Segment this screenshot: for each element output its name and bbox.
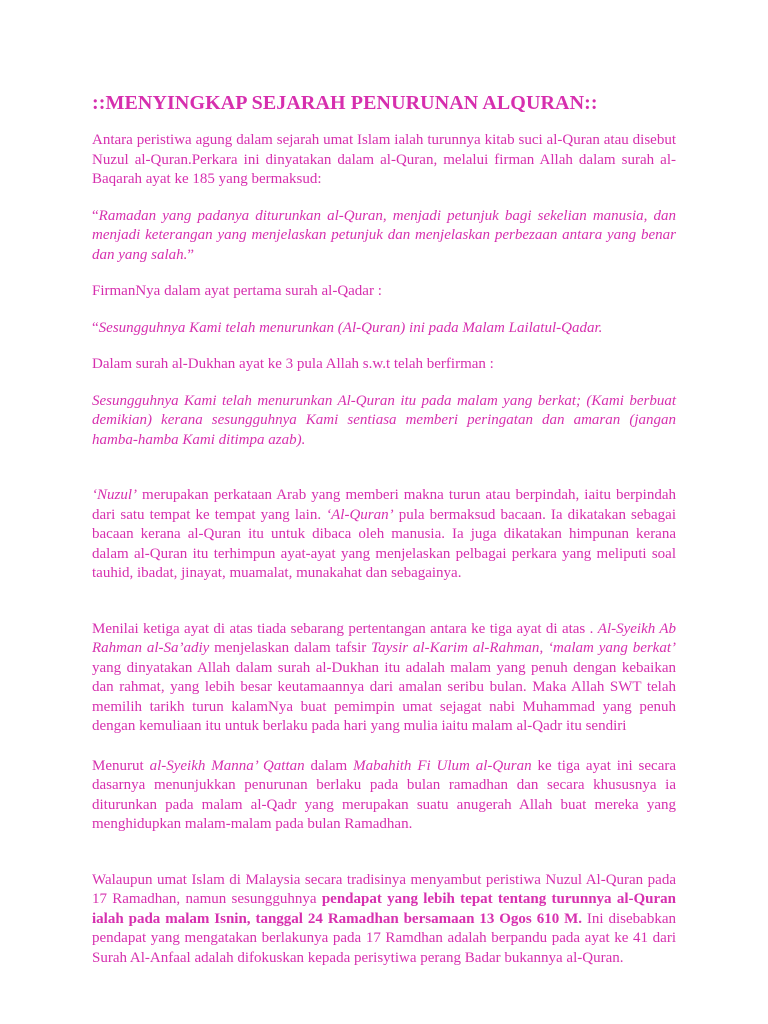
paragraph-tafsir — [92, 620, 676, 737]
term-nuzul: ‘Nuzul’ — [92, 487, 137, 503]
text-run: dalam — [304, 757, 354, 774]
text-run: Walaupun umat Islam di Malaysia secara tradisinya menyambut peristiwa Nuzul Al-Quran pada 17 Ramadhan, namun sesungguhnya — [92, 871, 676, 907]
text-run: pula bermaksud bacaan. Ia dikatakan sebagai bacaan kerana al-Quran itu untuk dibaca oleh manusia. Ia juga dikatakan himpunan kerana dalam al-Quran itu terhimpun ayat-ayat yang menjelaskan pelbagai perkara yang meliputi soal tauhid, ibadat, jinayat, muamalat, munakahat dan sebagainya. — [92, 506, 676, 581]
text-run: Menurut — [92, 757, 150, 774]
book-title: Taysir al-Karim al-Rahman — [371, 640, 540, 656]
text-run: Ini disebabkan pendapat yang mengatakan berlakunya pada 17 Ramdhan adalah berpandu pada ayat ke 41 dari Surah Al-Anfaal adalah difokuskan kepada perisytiwa perang Badar bukannya al-Quran. — [92, 910, 676, 966]
text-run: , — [539, 640, 549, 656]
paragraph-al-dukhan-intro: Dalam surah al-Dukhan ayat ke 3 pula Allah s.w.t telah berfirman : — [92, 356, 494, 372]
paragraph-manna-qattan — [92, 757, 676, 835]
document-title: ::MENYINGKAP SEJARAH PENURUNAN ALQURAN:: — [92, 92, 598, 114]
text-run: merupakan perkataan Arab yang memberi makna turun atau berpindah, iaitu berpindah dari satu tempat ke tempat yang lain. — [92, 487, 676, 523]
paragraph-nuzul-meaning — [92, 486, 676, 584]
bold-statement: pendapat yang lebih tepat tentang turunnya al-Quran ialah pada malam Isnin, tanggal 24 Ramadhan bersamaan 13 Ogos 610 M. — [92, 891, 677, 927]
scholar-name: Al-Syeikh Ab Rahman al-Sa’adiy — [92, 620, 677, 656]
text-run: menjelaskan dalam tafsir — [209, 640, 372, 656]
quote-text: Sesungguhnya Kami telah menurunkan Al-Quran itu pada malam yang berkat; (Kami berbuat demikian) kerana sesungguhnya Kami sentiasa memberi peringatan dan amaran (jangan hamba-hamba Kami ditimpa azab). — [92, 392, 676, 448]
book-title: Mabahith Fi Ulum al-Quran — [353, 757, 532, 774]
paragraph-malaysia — [92, 871, 676, 969]
paragraph-intro: Antara peristiwa agung dalam sejarah umat Islam ialah turunnya kitab suci al-Quran atau disebut Nuzul al-Quran.Perkara ini dinyatakan dalam al-Quran, melalui firman Allah dalam surah al-Baqarah ayat ke 185 yang bermaksud: — [92, 132, 676, 187]
paragraph-al-qadar-intro: FirmanNya dalam ayat pertama surah al-Qadar : — [92, 283, 382, 299]
quote-open-mark: “ — [92, 319, 99, 336]
phrase-malam-yang-berkat: ‘malam yang berkat’ — [548, 640, 677, 656]
quote-al-baqarah — [92, 207, 676, 266]
scholar-name: al-Syeikh Manna’ Qattan — [149, 757, 305, 774]
quote-close-mark: ” — [187, 246, 195, 263]
text-run: ke tiga ayat ini secara dasarnya menunjukkan penurunan berlaku pada bulan ramadhan dan secara khususnya ia diturunkan pada malam al-Qadr yang merupakan suatu anugerah Allah buat mereka yang menghidupkan malam-malam pada bulan Ramadhan. — [92, 757, 677, 832]
quote-text: Ramadan yang padanya diturunkan al-Quran, menjadi petunjuk bagi sekelian manusia, dan menjadi keterangan yang menjelaskan petunjuk dan menjelaskan perbezaan antara yang benar dan yang salah. — [92, 207, 676, 263]
quote-al-qadar — [92, 319, 676, 339]
term-al-quran: ‘Al-Quran’ — [326, 506, 394, 523]
text-run: Menilai ketiga ayat di atas tiada sebarang pertentangan antara ke tiga ayat di atas . — [92, 620, 598, 637]
quote-open-mark: “ — [92, 207, 99, 224]
quote-al-dukhan — [92, 392, 676, 451]
text-run: yang dinyatakan Allah dalam surah al-Dukhan itu adalah malam yang penuh dengan kebaikan dan rahmat, yang lebih besar keutamaannya dari amalan seribu bulan. Maka Allah SWT telah memilih tarikh turun kalamNya buat pemimpin umat sejagat nabi Muhammad yang penuh dengan kemuliaan itu untuk berlaku pada hari yang mulia iaitu malam al-Qadr itu sendiri — [92, 659, 676, 734]
quote-text: Sesungguhnya Kami telah menurunkan (Al-Quran) ini pada Malam Lailatul-Qadar. — [98, 319, 603, 336]
